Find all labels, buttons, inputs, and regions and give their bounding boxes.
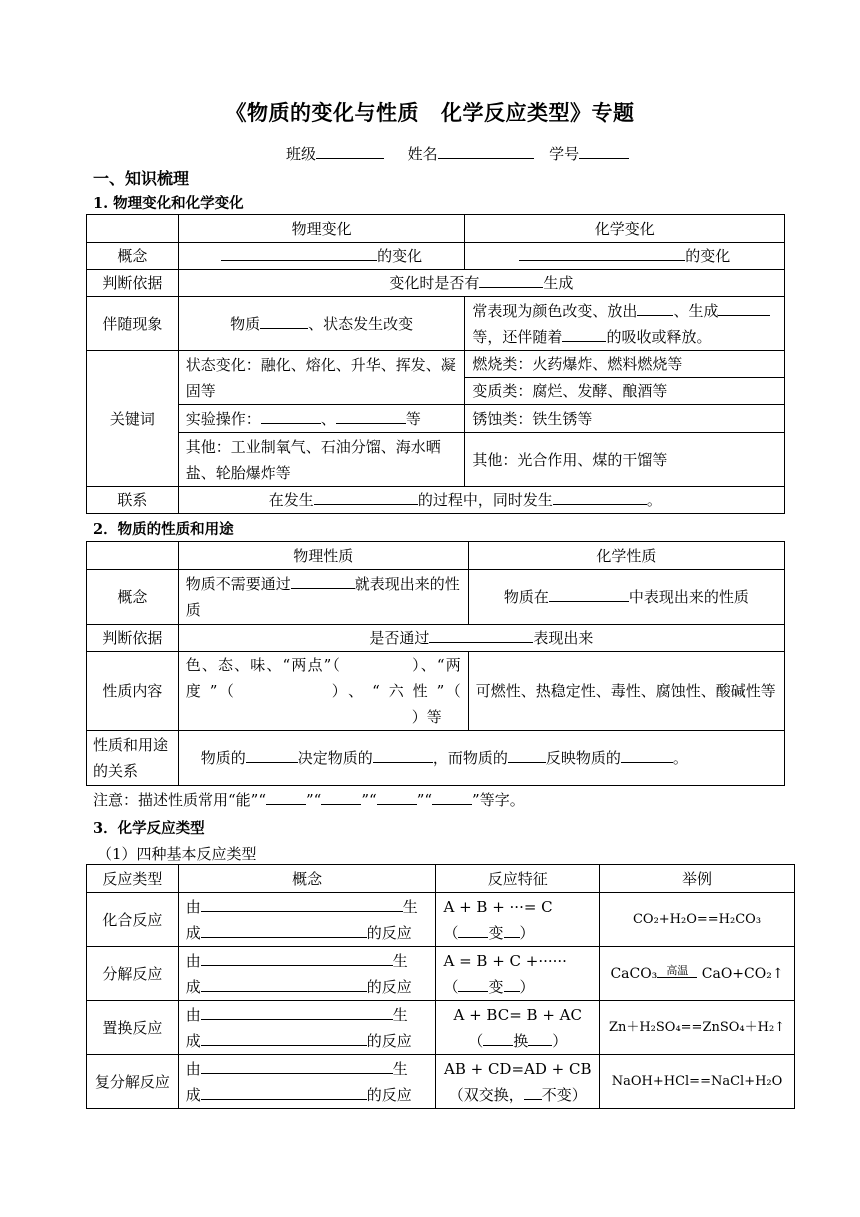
answer-blank[interactable]	[291, 573, 355, 589]
link-mid: 的过程中，同时发生	[417, 491, 553, 509]
keyword-chemical-deterioration: 变质类：腐烂、发酵、酿酒等	[465, 378, 785, 405]
property-judge-cell	[178, 625, 784, 652]
feature-end: ）	[519, 923, 535, 942]
content-phys-3: ）、“六性”（	[322, 682, 461, 700]
row-label-judge: 判断依据	[87, 270, 179, 297]
chemical-property-content: 可燃性、热稳定性、毒性、腐蚀性、酸碱性等	[468, 652, 784, 731]
answer-blank[interactable]	[266, 789, 306, 805]
chemical-concept-cell	[465, 243, 785, 270]
answer-blank[interactable]	[562, 326, 606, 342]
concept-you: 由	[185, 897, 201, 916]
operation-pre: 实验操作：	[185, 409, 261, 428]
class-label: 班级	[286, 145, 317, 163]
content-phys-2: ）、“两度”（	[185, 656, 461, 700]
judge-post: 生成	[543, 274, 574, 292]
answer-blank[interactable]	[201, 950, 393, 966]
judge-pre: 是否通过	[369, 629, 430, 647]
answer-blank[interactable]	[221, 245, 377, 261]
row-label-concept: 概念	[87, 243, 179, 270]
reaction-example: CO₂+H₂O==H₂CO₃	[600, 893, 795, 947]
physical-concept-cell	[178, 243, 465, 270]
subsection-heading-2: 2．物质的性质和用途	[93, 521, 234, 538]
property-table	[86, 541, 785, 786]
answer-blank[interactable]	[483, 1030, 513, 1046]
subsection-heading-1: 1. 物理变化和化学变化	[93, 195, 244, 212]
answer-blank[interactable]	[261, 408, 321, 424]
feature-formula: AB + CD=AD + CB	[443, 1059, 592, 1078]
reaction-type-table	[86, 864, 795, 1109]
answer-blank[interactable]	[373, 747, 433, 763]
phen-chem-1: 常表现为颜色改变、放出	[472, 301, 638, 320]
change-table	[86, 214, 785, 514]
header-concept: 概念	[178, 865, 436, 893]
table-row	[87, 1055, 795, 1109]
header-physical-change: 物理变化	[178, 215, 465, 243]
reaction-type-name: 置换反应	[87, 1001, 179, 1055]
keyword-physical-other: 其他：工业制氧气、石油分馏、海水晒盐、轮胎爆炸等	[178, 433, 465, 487]
class-blank[interactable]	[316, 143, 384, 159]
concept-chem-post: 中表现出来的性质	[628, 588, 749, 606]
feature-formula: A = B + C +······	[443, 951, 567, 970]
concept-suffix: 的反应	[366, 1031, 412, 1050]
keyword-chemical-rust: 锈蚀类：铁生锈等	[465, 405, 785, 433]
link-pre: 在发生	[268, 491, 314, 509]
judge-cell	[178, 270, 784, 297]
answer-blank[interactable]	[201, 1030, 367, 1046]
feature-post: 变	[488, 923, 504, 942]
number-blank[interactable]	[579, 143, 629, 159]
note-post: ”等字。	[472, 791, 525, 809]
feature-pre: （	[443, 977, 459, 996]
note-line	[93, 789, 525, 810]
concept-cheng: 成	[185, 923, 201, 942]
answer-blank[interactable]	[504, 976, 520, 992]
page-title	[0, 97, 860, 127]
row-label-content: 性质内容	[87, 652, 179, 731]
subsection-heading-3-1: （1）四种基本反应类型	[97, 845, 257, 863]
reaction-concept	[178, 893, 436, 947]
reaction-feature	[436, 1001, 600, 1055]
table-row	[87, 1001, 795, 1055]
title-part-2: 化学反应类型》专题	[441, 100, 635, 125]
chemical-phenomenon-cell	[465, 297, 785, 351]
concept-sheng: 生	[392, 1005, 408, 1024]
feature-formula: A + BC= B + AC	[453, 1005, 582, 1024]
concept-sheng: 生	[392, 1059, 408, 1078]
concept-suffix: 的变化	[685, 247, 731, 265]
concept-cheng: 成	[185, 977, 201, 996]
concept-phys-post: 就表现出来的性质	[185, 575, 460, 619]
reaction-condition: 高温	[657, 965, 697, 978]
row-label-judge: 判断依据	[87, 625, 179, 652]
feature-end: ）	[519, 977, 535, 996]
rel-3: ，而物质的	[432, 749, 508, 767]
answer-blank[interactable]	[260, 313, 308, 329]
concept-sheng: 生	[402, 897, 418, 916]
answer-blank[interactable]	[201, 1004, 393, 1020]
row-label-concept: 概念	[87, 570, 179, 625]
header-chemical-change: 化学变化	[465, 215, 785, 243]
answer-blank[interactable]	[201, 1084, 367, 1100]
header-physical-property: 物理性质	[178, 542, 468, 570]
note-quote: ”“	[306, 791, 322, 809]
subsection-heading-3: 3．化学反应类型	[93, 820, 205, 837]
reaction-type-name: 化合反应	[87, 893, 179, 947]
name-label: 姓名	[407, 145, 438, 163]
name-blank[interactable]	[438, 143, 534, 159]
example-post: CaO+CO₂↑	[697, 965, 784, 982]
answer-blank[interactable]	[377, 789, 417, 805]
row-label-relation: 性质和用途的关系	[87, 731, 179, 786]
reaction-type-name: 分解反应	[87, 947, 179, 1001]
table-row	[87, 893, 795, 947]
operation-mid: 、	[320, 409, 336, 428]
phen-phys-post: 、状态发生改变	[308, 314, 414, 333]
concept-cheng: 成	[185, 1085, 201, 1104]
table-row	[87, 947, 795, 1001]
header-chemical-property: 化学性质	[468, 542, 784, 570]
feature-end: ）	[552, 1031, 568, 1050]
answer-blank[interactable]	[508, 747, 546, 763]
concept-phys-pre: 物质不需要通过	[185, 575, 291, 593]
answer-blank[interactable]	[201, 1058, 393, 1074]
chemical-property-concept	[468, 570, 784, 625]
concept-suffix: 的反应	[366, 977, 412, 996]
phen-chem-4: 的吸收或释放。	[606, 327, 712, 346]
row-label-keywords: 关键词	[87, 351, 179, 487]
concept-you: 由	[185, 1005, 201, 1024]
answer-blank[interactable]	[201, 896, 403, 912]
concept-sheng: 生	[392, 951, 408, 970]
example-pre: CaCO₃	[610, 965, 658, 982]
concept-suffix: 的反应	[366, 923, 412, 942]
feature-post: 不变	[541, 1085, 572, 1104]
reaction-feature	[436, 1055, 600, 1109]
answer-blank[interactable]	[336, 408, 406, 424]
answer-blank[interactable]	[519, 245, 685, 261]
answer-blank[interactable]	[458, 922, 488, 938]
concept-you: 由	[185, 1059, 201, 1078]
phen-phys-pre: 物质	[230, 314, 261, 333]
link-cell	[178, 487, 784, 514]
judge-pre: 变化时是否有	[389, 274, 480, 292]
relation-cell	[178, 731, 784, 786]
feature-post: 换	[513, 1031, 529, 1050]
feature-pre: （	[468, 1031, 484, 1050]
answer-blank[interactable]	[504, 922, 520, 938]
feature-pre: （双交换，	[448, 1085, 524, 1104]
answer-blank[interactable]	[246, 747, 298, 763]
keyword-physical-state: 状态变化：融化、熔化、升华、挥发、凝固等	[178, 351, 465, 405]
section-heading: 一、知识梳理	[93, 169, 190, 188]
rel-4: 反映物质的	[545, 749, 621, 767]
answer-blank[interactable]	[553, 489, 647, 505]
concept-cheng: 成	[185, 1031, 201, 1050]
physical-property-concept	[178, 570, 468, 625]
answer-blank[interactable]	[528, 1030, 552, 1046]
reaction-concept	[178, 947, 436, 1001]
keyword-physical-operation	[178, 405, 465, 433]
title-part-1: 《物质的变化与性质	[225, 100, 419, 125]
reaction-example	[600, 947, 795, 1001]
reaction-feature	[436, 893, 600, 947]
concept-suffix: 的反应	[366, 1085, 412, 1104]
student-info-line	[286, 143, 629, 164]
header-feature: 反应特征	[436, 865, 600, 893]
answer-blank[interactable]	[524, 1084, 542, 1100]
header-reaction-type: 反应类型	[87, 865, 179, 893]
feature-formula: A + B + ···= C	[443, 897, 553, 916]
rel-1: 物质的	[200, 749, 246, 767]
reaction-type-name: 复分解反应	[87, 1055, 179, 1109]
row-label-phenomenon: 伴随现象	[87, 297, 179, 351]
phen-chem-2: 、生成	[673, 301, 719, 320]
phen-chem-3: 等，还伴随着	[472, 327, 563, 346]
answer-blank[interactable]	[458, 976, 488, 992]
answer-blank[interactable]	[432, 789, 472, 805]
link-post: 。	[646, 491, 662, 509]
physical-property-content	[178, 652, 468, 731]
reaction-concept	[178, 1001, 436, 1055]
content-phys-1: 色、态、味、“两点”（	[185, 656, 342, 674]
note-quote: ”“	[361, 791, 377, 809]
answer-blank[interactable]	[321, 789, 361, 805]
concept-suffix: 的变化	[377, 247, 423, 265]
judge-post: 表现出来	[533, 629, 594, 647]
answer-blank[interactable]	[479, 272, 543, 288]
answer-blank[interactable]	[637, 300, 673, 316]
reaction-feature	[436, 947, 600, 1001]
content-phys-4: ）等	[411, 708, 442, 726]
concept-you: 由	[185, 951, 201, 970]
feature-post: 变	[488, 977, 504, 996]
answer-blank[interactable]	[201, 922, 367, 938]
answer-blank[interactable]	[621, 747, 673, 763]
answer-blank[interactable]	[549, 586, 629, 602]
feature-end: ）	[571, 1085, 587, 1104]
answer-blank[interactable]	[718, 300, 770, 316]
keyword-chemical-combustion: 燃烧类：火药爆炸、燃料燃烧等	[465, 351, 785, 378]
answer-blank[interactable]	[314, 489, 418, 505]
row-label-link: 联系	[87, 487, 179, 514]
operation-post: 等	[405, 409, 421, 428]
physical-phenomenon-cell	[178, 297, 465, 351]
concept-chem-pre: 物质在	[503, 588, 549, 606]
header-example: 举例	[600, 865, 795, 893]
note-quote: ”“	[416, 791, 433, 809]
keyword-chemical-other: 其他：光合作用、煤的干馏等	[465, 433, 785, 487]
rel-2: 决定物质的	[297, 749, 373, 767]
answer-blank[interactable]	[429, 627, 533, 643]
answer-blank[interactable]	[201, 976, 367, 992]
rel-5: 。	[672, 749, 688, 767]
reaction-example: NaOH+HCl==NaCl+H₂O	[600, 1055, 795, 1109]
reaction-example: Zn＋H₂SO₄==ZnSO₄＋H₂↑	[600, 1001, 795, 1055]
feature-pre: （	[443, 923, 459, 942]
number-label: 学号	[549, 145, 580, 163]
note-pre: 注意：描述性质常用“能”“	[93, 791, 267, 809]
reaction-concept	[178, 1055, 436, 1109]
